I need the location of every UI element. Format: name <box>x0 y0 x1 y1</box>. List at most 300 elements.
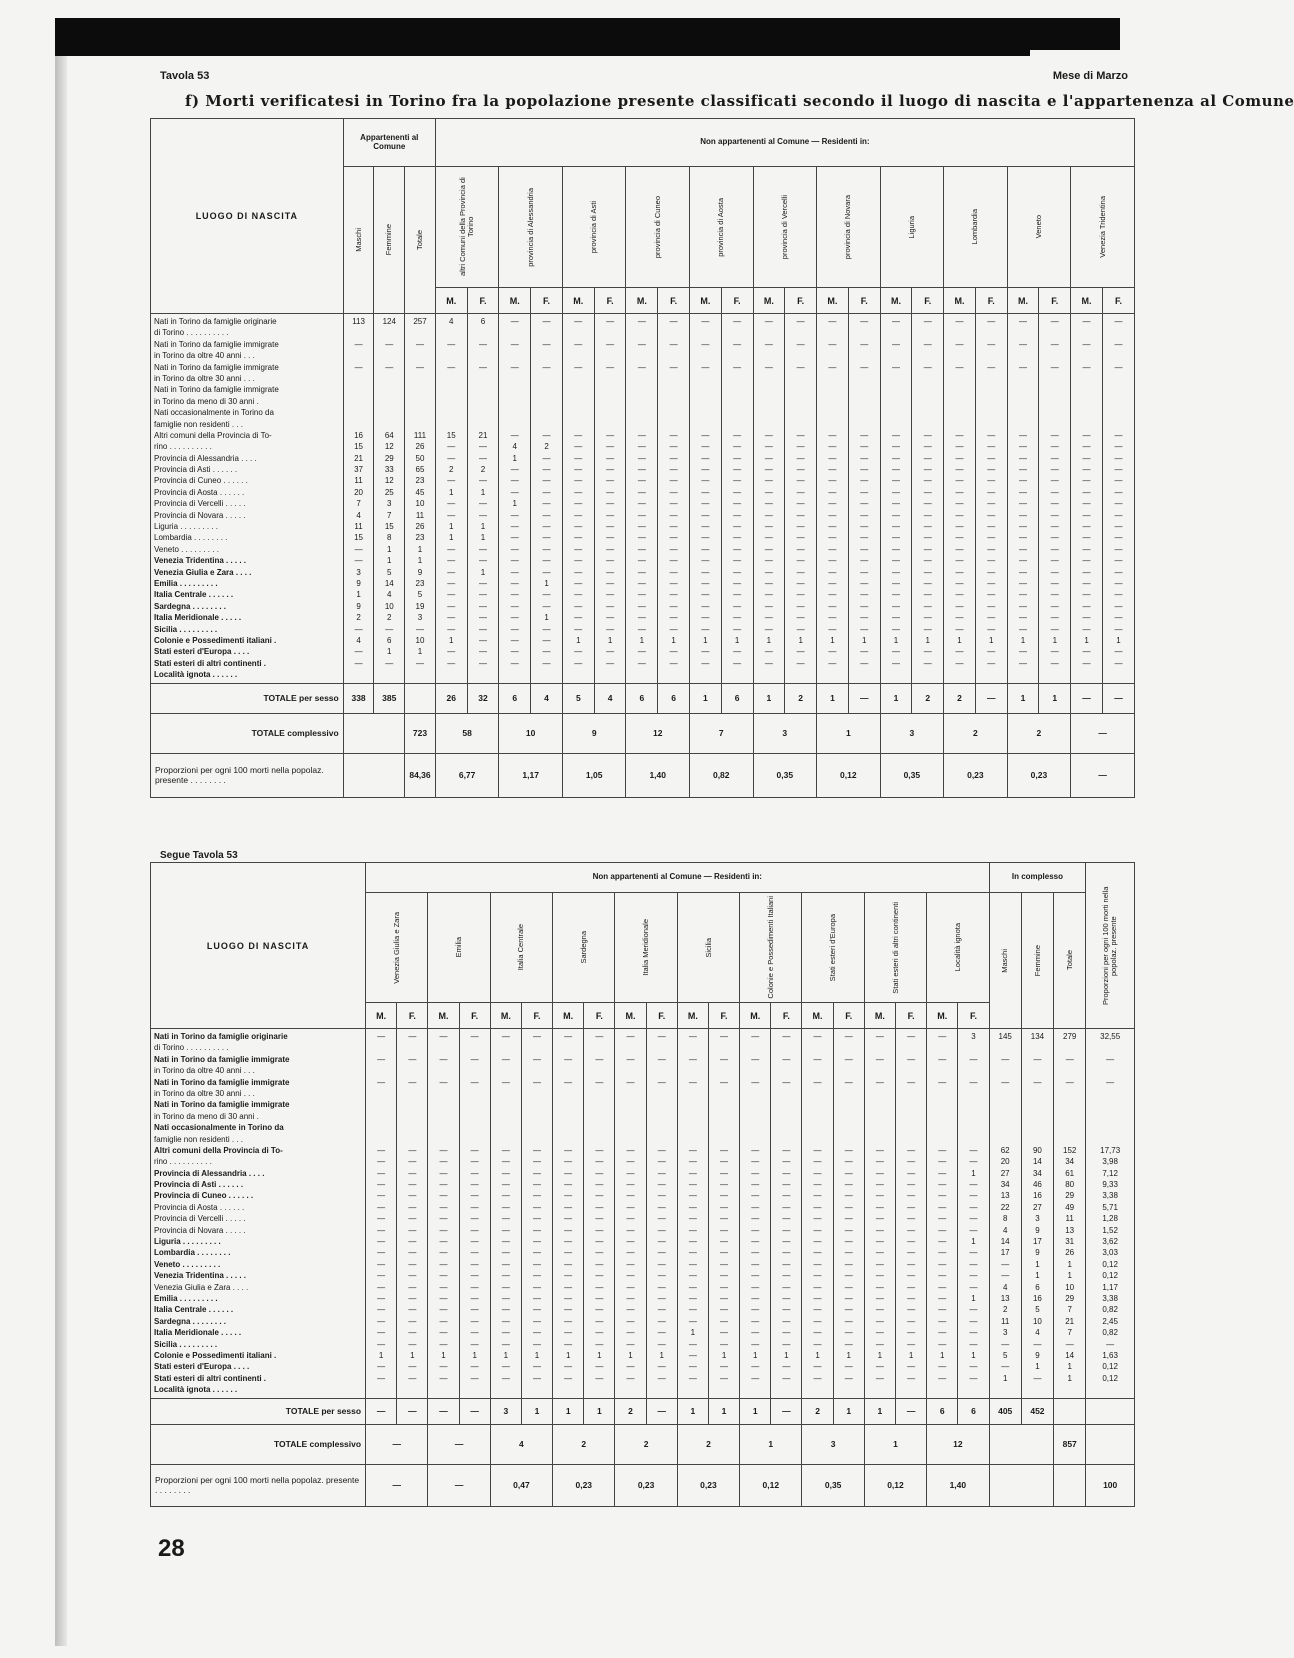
cell-value <box>865 1042 895 1053</box>
cell-value <box>990 1111 1021 1122</box>
cell-value: — <box>860 601 869 611</box>
cell-value: — <box>1033 1077 1042 1087</box>
cell-value: — <box>701 487 710 497</box>
cell-value: — <box>1019 476 1028 486</box>
cell-value <box>771 1065 801 1076</box>
cell-value <box>1039 419 1070 430</box>
cell-value: — <box>1001 1362 1010 1372</box>
total-by-sex-cell: 4 <box>594 683 626 713</box>
cell-value <box>468 384 499 395</box>
cell-value: — <box>439 1225 448 1235</box>
cell-value <box>1054 1122 1085 1133</box>
cell-value: — <box>1082 465 1091 475</box>
cell-value: 8 <box>387 533 392 543</box>
cell-value: — <box>439 1168 448 1178</box>
cell-value: — <box>1082 578 1091 588</box>
cell-value <box>881 419 912 430</box>
cell-value: — <box>1082 613 1091 623</box>
cell-value: — <box>542 533 551 543</box>
cell-value: — <box>923 510 932 520</box>
cell-value: — <box>657 1248 666 1258</box>
cell-value: — <box>626 1362 635 1372</box>
cell-value: — <box>595 1293 604 1303</box>
cell-value: — <box>377 1168 386 1178</box>
cell-value: — <box>408 1328 417 1338</box>
cell-value: 22 <box>1000 1202 1010 1212</box>
cell-value: — <box>764 533 773 543</box>
cell-value: — <box>1050 487 1059 497</box>
cell-value: 13 <box>1065 1225 1075 1235</box>
cell-value <box>647 1122 677 1133</box>
cell-value: — <box>751 1202 760 1212</box>
cell-value: — <box>501 1145 510 1155</box>
cell-value <box>849 327 880 338</box>
cell-value: 1 <box>387 556 392 566</box>
cell-value: — <box>1019 578 1028 588</box>
cell-value: — <box>542 635 551 645</box>
cell-value <box>647 1042 677 1053</box>
cell-value <box>896 1122 926 1133</box>
cell-value: — <box>938 1180 947 1190</box>
total-by-sex-cell: — <box>1102 683 1134 713</box>
cell-value <box>491 1099 521 1110</box>
cell-value: — <box>439 1305 448 1315</box>
cell-value: — <box>764 647 773 657</box>
cell-value: 10 <box>1065 1282 1075 1292</box>
cell-value <box>491 1122 521 1133</box>
cell-value <box>405 384 435 395</box>
cell-value: — <box>796 476 805 486</box>
cell-value: — <box>637 533 646 543</box>
cell-value: — <box>907 1259 916 1269</box>
cell-value: — <box>637 339 646 349</box>
cell-value <box>849 407 880 418</box>
row-label: Nati in Torino da famiglie immigrate <box>154 339 279 349</box>
cell-value: — <box>860 556 869 566</box>
cell-value: — <box>408 1259 417 1269</box>
cell-value: 46 <box>1032 1180 1042 1190</box>
cell-value: — <box>955 465 964 475</box>
total-by-sex-cell: 1 <box>521 1398 552 1424</box>
cell-value: — <box>377 1054 386 1064</box>
col-header-maschi: Maschi <box>343 167 374 314</box>
row-label: Emilia . . . . . . . . . <box>154 1293 218 1303</box>
cell-value <box>990 1134 1021 1145</box>
region-header: provincia di Alessandria <box>499 167 563 288</box>
cell-value <box>460 1111 490 1122</box>
cell-value: 12 <box>384 442 394 452</box>
cell-value <box>405 327 435 338</box>
cell-value <box>531 419 562 430</box>
cell-value <box>709 1042 739 1053</box>
cell-value: — <box>606 613 615 623</box>
cell-value: — <box>510 624 519 634</box>
cell-value: — <box>955 601 964 611</box>
total-by-sex-cell: 6 <box>721 683 753 713</box>
cell-value: 1 <box>378 1350 384 1360</box>
cell-value: — <box>606 522 615 532</box>
cell-value <box>499 373 530 384</box>
cell-value: — <box>923 362 932 372</box>
place-of-birth-header: LUOGO DI NASCITA <box>151 863 366 1029</box>
cell-value <box>344 396 374 407</box>
cell-value: — <box>875 1248 884 1258</box>
cell-value <box>468 396 499 407</box>
cell-value: — <box>657 1180 666 1190</box>
cell-value <box>491 1088 521 1099</box>
male-column-header: M. <box>864 1003 895 1029</box>
cell-column <box>658 314 690 684</box>
cell-value: — <box>891 578 900 588</box>
cell-value: — <box>860 647 869 657</box>
scan-top-border-right <box>1030 18 1120 50</box>
cell-value <box>834 1099 864 1110</box>
cell-value: — <box>828 533 837 543</box>
cell-value: — <box>907 1214 916 1224</box>
cell-value <box>912 384 943 395</box>
cell-value: — <box>720 1157 729 1167</box>
cell-value: — <box>574 522 583 532</box>
cell-value: 45 <box>415 487 425 497</box>
cell-value <box>771 1099 801 1110</box>
cell-value: 17 <box>1032 1237 1042 1247</box>
cell-value <box>658 419 689 430</box>
cell-value: — <box>987 544 996 554</box>
cell-value: — <box>533 1054 541 1064</box>
cell-value: 11 <box>354 476 363 486</box>
cell-value: 23 <box>415 476 425 486</box>
proportions-row <box>151 1464 1135 1506</box>
cell-value: — <box>828 613 837 623</box>
cell-value: — <box>542 317 551 326</box>
cell-value: — <box>987 430 996 440</box>
cell-value: — <box>701 556 710 566</box>
cell-value: — <box>408 1168 417 1178</box>
cell-value: — <box>955 499 964 509</box>
cell-value: — <box>796 567 805 577</box>
cell-value: — <box>510 430 519 440</box>
cell-value: — <box>574 510 583 520</box>
cell-value <box>834 1134 864 1145</box>
cell-value: — <box>542 647 551 657</box>
cell-value: — <box>1082 533 1091 543</box>
cell-value: — <box>637 442 646 452</box>
cell-value <box>896 1088 926 1099</box>
cell-value <box>563 419 594 430</box>
cell-value <box>405 373 435 384</box>
cell-value: — <box>447 658 456 668</box>
cell-value: — <box>844 1293 853 1303</box>
total-by-sex-cell: 3 <box>490 1398 521 1424</box>
cell-value: 1 <box>449 635 454 645</box>
cell-value: — <box>439 1259 448 1269</box>
cell-value <box>615 1065 645 1076</box>
cell-value: — <box>860 487 869 497</box>
cell-value: — <box>415 624 424 634</box>
cell-value <box>976 327 1007 338</box>
cell-column <box>1102 314 1134 684</box>
cell-value: — <box>955 624 964 634</box>
cell-value: — <box>377 1237 386 1247</box>
cell-value: 1 <box>576 635 581 645</box>
row-label: di Torino . . . . . . . . . . <box>154 328 229 338</box>
cell-value: — <box>479 442 487 452</box>
proportion-cell <box>989 1464 1054 1506</box>
cell-value: — <box>657 1259 666 1269</box>
grand-total-cell: 1 <box>864 1424 926 1464</box>
cell-value: — <box>669 510 678 520</box>
cell-value: — <box>439 1202 448 1212</box>
cell-value: — <box>501 1157 510 1167</box>
cell-value: — <box>1033 1054 1042 1064</box>
cell-value <box>802 1065 832 1076</box>
cell-value: — <box>844 1271 853 1281</box>
cell-value: — <box>1050 465 1059 475</box>
cell-value: — <box>354 624 363 634</box>
cell-value: — <box>595 1077 604 1087</box>
row-label: Stati esteri di altri continenti . <box>154 658 267 668</box>
cell-value: — <box>796 430 805 440</box>
row-label: Lombardia . . . . . . . . <box>154 1248 231 1258</box>
cell-column <box>467 314 499 684</box>
cell-value: — <box>860 567 869 577</box>
cell-value: — <box>688 1032 697 1041</box>
cell-value: — <box>626 1328 635 1338</box>
cell-value: — <box>720 1305 729 1315</box>
cell-value: — <box>751 1145 760 1155</box>
cell-value: — <box>987 533 996 543</box>
cell-value <box>849 384 880 395</box>
cell-value: 5 <box>417 590 423 600</box>
cell-value: 4 <box>1035 1328 1040 1338</box>
cell-value: — <box>796 556 805 566</box>
cell-value <box>754 373 785 384</box>
female-column-header: F. <box>895 1003 926 1029</box>
cell-value: 4 <box>449 317 454 326</box>
cell-value <box>428 1099 458 1110</box>
cell-value: — <box>657 1282 666 1292</box>
cell-value <box>436 396 467 407</box>
total-by-sex-label: TOTALE per sesso <box>151 1398 366 1424</box>
cell-value: — <box>595 1316 604 1326</box>
cell-value: 11 <box>415 510 425 520</box>
cell-value: — <box>907 1362 916 1372</box>
cell-value: 3 <box>417 613 423 623</box>
cell-column <box>753 314 785 684</box>
female-column-header: F. <box>1102 288 1134 314</box>
cell-value: 1 <box>908 1350 914 1360</box>
cell-value: — <box>969 1282 978 1292</box>
cell-value: — <box>969 1180 978 1190</box>
cell-value: — <box>907 1191 916 1201</box>
proportion-cell: 0,12 <box>864 1464 926 1506</box>
cell-value: 1 <box>940 1350 945 1360</box>
cell-value <box>958 1111 988 1122</box>
cell-value: — <box>542 544 551 554</box>
cell-value: — <box>1050 522 1059 532</box>
cell-value: 1 <box>565 1350 571 1360</box>
cell-value: 21 <box>1065 1316 1075 1326</box>
cell-value: — <box>751 1305 760 1315</box>
cell-value: 1 <box>387 544 392 554</box>
cell-value: — <box>923 556 932 566</box>
cell-value: — <box>1019 362 1028 372</box>
cell-value: — <box>688 1054 697 1064</box>
cell-value: — <box>626 1032 635 1041</box>
cell-value: — <box>844 1191 853 1201</box>
cell-value: — <box>533 1282 541 1292</box>
row-label: famiglie non residenti . . . <box>154 419 243 429</box>
cell-value: — <box>813 1077 822 1087</box>
cell-value: — <box>923 476 932 486</box>
cell-value: — <box>564 1214 573 1224</box>
cell-value <box>944 384 975 395</box>
female-column-header: F. <box>708 1003 739 1029</box>
cell-value: — <box>923 317 932 326</box>
cell-value: — <box>1114 317 1123 326</box>
cell-value: — <box>751 1168 760 1178</box>
cell-value: — <box>796 339 805 349</box>
cell-value: 6 <box>480 317 486 326</box>
cell-value: — <box>923 499 932 509</box>
cell-value: 134 <box>1030 1032 1045 1041</box>
cell-value: — <box>626 1282 635 1292</box>
total-by-sex-cell: 1 <box>584 1398 615 1424</box>
cell-value: — <box>595 1373 604 1383</box>
cell-value <box>1054 1088 1085 1099</box>
cell-value <box>1071 407 1102 418</box>
cell-value: — <box>688 1168 697 1178</box>
cell-value: 1 <box>1067 1362 1072 1372</box>
cell-value: — <box>891 658 900 668</box>
cell-value <box>1071 396 1102 407</box>
cell-value: — <box>377 1293 386 1303</box>
cell-value: — <box>955 556 964 566</box>
cell-value: — <box>955 578 964 588</box>
cell-value: — <box>354 339 363 349</box>
row-label: in Torino da meno di 30 anni . <box>154 396 259 406</box>
cell-column <box>958 1029 989 1399</box>
region-header: provincia di Asti <box>562 167 626 288</box>
cell-value <box>944 396 975 407</box>
cell-value: — <box>955 567 964 577</box>
cell-value <box>1022 1111 1053 1122</box>
col-header-femmine: Femmine <box>374 167 405 314</box>
cell-value: — <box>875 1271 884 1281</box>
cell-value: — <box>688 1350 697 1360</box>
cell-value: — <box>606 601 615 611</box>
cell-value: — <box>606 499 615 509</box>
cell-value <box>491 1065 521 1076</box>
cell-value <box>1071 327 1102 338</box>
cell-value: — <box>606 362 615 372</box>
cell-value: — <box>595 1180 604 1190</box>
cell-value: — <box>470 1032 479 1041</box>
cell-value <box>1022 1088 1053 1099</box>
proportion-cell: 0,12 <box>740 1464 802 1506</box>
total-by-sex-cell: 1 <box>864 1398 895 1424</box>
cell-value: — <box>542 362 551 372</box>
cell-value: — <box>733 613 742 623</box>
row-label: Lombardia . . . . . . . . <box>154 533 228 543</box>
row-label: Provincia di Aosta . . . . . . <box>154 1202 245 1212</box>
cell-value <box>615 1122 645 1133</box>
cell-value <box>881 407 912 418</box>
cell-value: — <box>987 339 996 349</box>
cell-value: — <box>828 544 837 554</box>
cell-value: — <box>606 339 615 349</box>
cell-value: — <box>501 1259 510 1269</box>
cell-value <box>976 373 1007 384</box>
cell-value: 1 <box>671 635 676 645</box>
cell-value: — <box>1001 1259 1010 1269</box>
cell-value <box>958 1134 988 1145</box>
cell-value: — <box>813 1168 822 1178</box>
cell-value: — <box>782 1339 791 1349</box>
cell-value: — <box>564 1225 573 1235</box>
cell-value <box>881 384 912 395</box>
cell-value <box>658 350 689 361</box>
cell-value: — <box>377 1259 386 1269</box>
cell-value: — <box>923 453 932 463</box>
cell-value <box>522 1088 552 1099</box>
cell-value <box>584 1099 614 1110</box>
cell-value: — <box>564 1157 573 1167</box>
cell-value: — <box>701 533 710 543</box>
cell-value <box>397 1111 427 1122</box>
cell-value: — <box>574 567 583 577</box>
cell-value: — <box>501 1373 510 1383</box>
cell-value: 0,12 <box>1102 1259 1118 1269</box>
cell-value: 17,73 <box>1100 1145 1121 1155</box>
cell-value: — <box>701 499 710 509</box>
cell-value: — <box>955 476 964 486</box>
cell-value <box>1071 373 1102 384</box>
cell-value: — <box>606 533 615 543</box>
row-label: Provincia di Asti . . . . . . <box>154 1180 244 1190</box>
cell-column <box>435 314 467 684</box>
cell-value: — <box>564 1191 573 1201</box>
cell-value <box>990 1065 1021 1076</box>
cell-value: 1 <box>1052 635 1058 645</box>
cell-value: 1 <box>690 1328 696 1338</box>
cell-value: — <box>860 658 869 668</box>
cell-value <box>626 373 657 384</box>
cell-value: — <box>907 1305 916 1315</box>
cell-column <box>594 314 626 684</box>
place-of-birth-header: LUOGO DI NASCITA <box>151 119 344 314</box>
total-by-sex-cell: 6 <box>927 1398 958 1424</box>
cell-value: — <box>923 567 932 577</box>
cell-value: — <box>564 1328 573 1338</box>
cell-value: 1 <box>480 522 486 532</box>
cell-value: — <box>828 339 837 349</box>
cell-value: — <box>574 578 583 588</box>
deaths-table-part1 <box>150 118 1135 798</box>
cell-value: 1 <box>544 613 549 623</box>
cell-value: — <box>891 533 900 543</box>
cell-value: — <box>1050 442 1059 452</box>
cell-value: 65 <box>415 465 425 475</box>
grand-total-cell: 3 <box>880 713 944 753</box>
cell-value <box>865 1111 895 1122</box>
cell-value: — <box>891 601 900 611</box>
cell-value <box>1054 1099 1085 1110</box>
cell-value: 1 <box>1084 635 1089 645</box>
cell-value: — <box>470 1362 479 1372</box>
cell-value: — <box>891 339 900 349</box>
cell-value: — <box>796 533 805 543</box>
